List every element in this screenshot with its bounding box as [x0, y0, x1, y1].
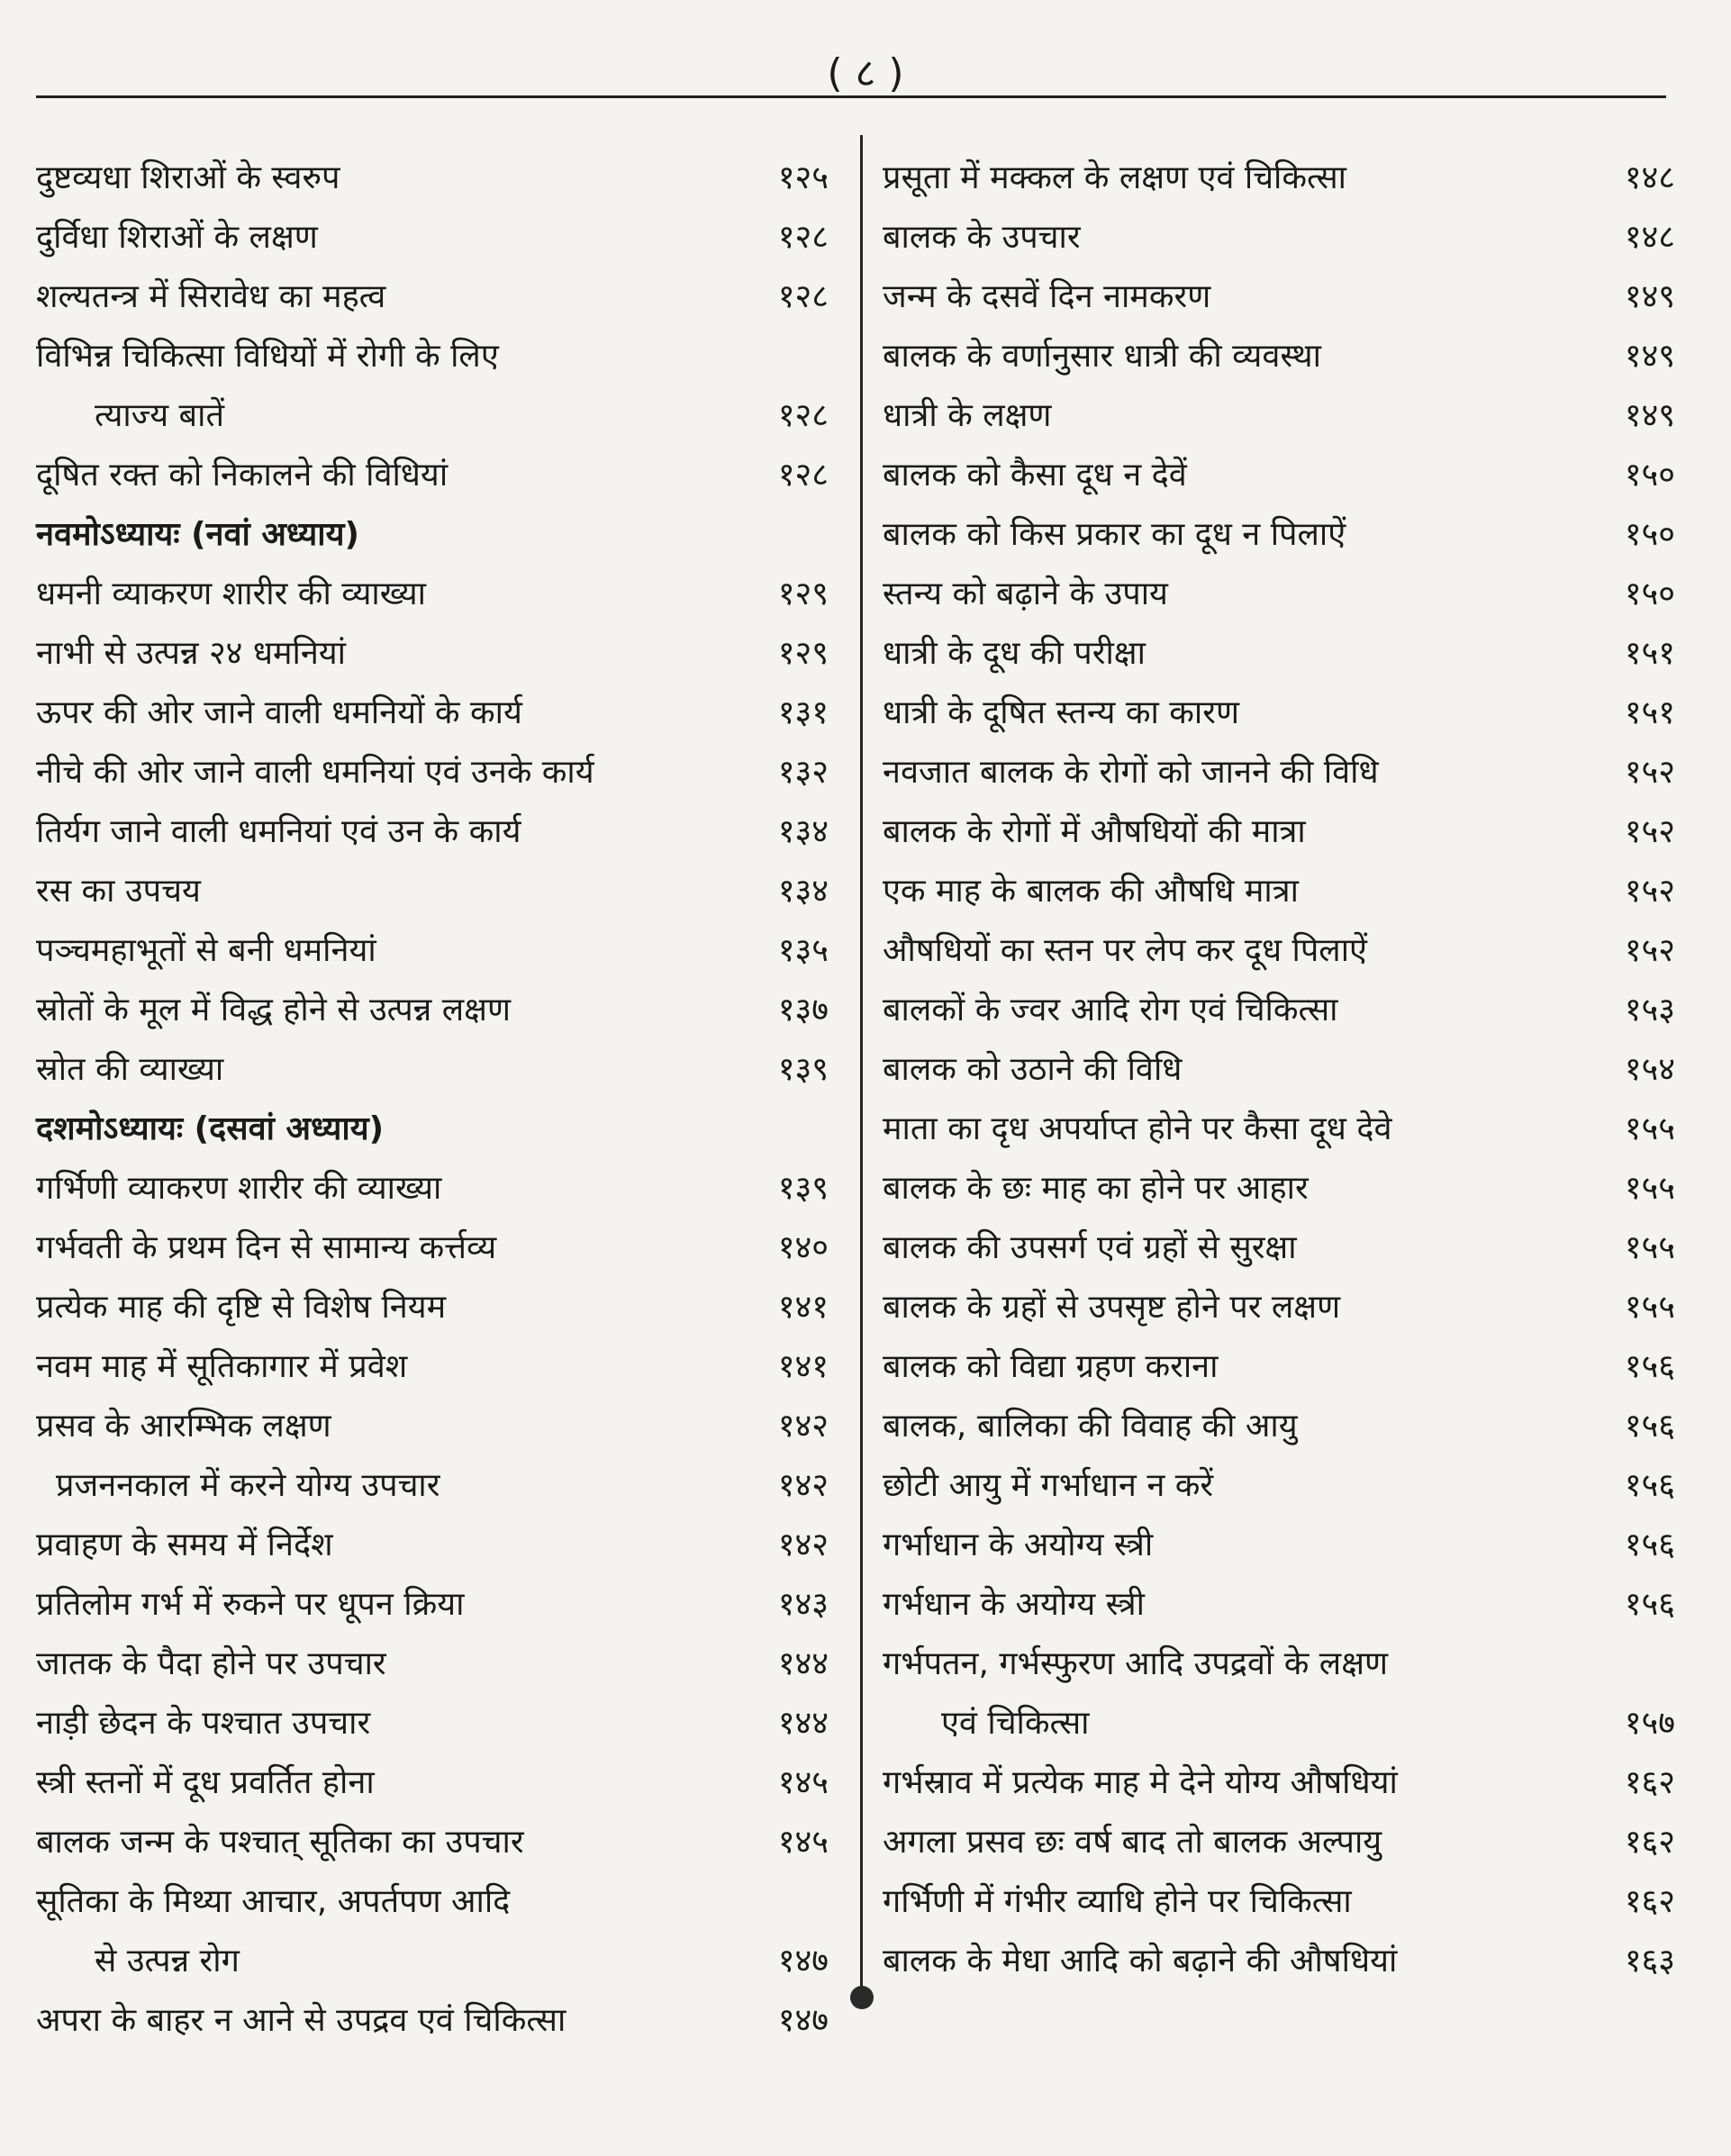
- entry-page-number: १५२: [1624, 754, 1675, 791]
- contents-entry: [883, 565, 1675, 624]
- entry-title-text: दशमोऽध्यायः (दसवां अध्याय): [36, 1110, 385, 1147]
- entry-title-text: दुर्विधा शिराओं के लक्षण: [36, 219, 318, 256]
- entry-page-number: १४२: [777, 1467, 829, 1504]
- entry-title: [883, 1932, 1675, 1991]
- entry-title: [36, 1159, 829, 1218]
- entry-title: [883, 743, 1675, 802]
- entry-title: [36, 1872, 829, 1991]
- entry-page-number: १४५: [777, 1764, 829, 1801]
- contents-entry: [883, 1932, 1675, 1991]
- contents-entry: [883, 1100, 1675, 1159]
- entry-title: [883, 267, 1675, 327]
- entry-title-text: नवमोऽध्यायः (नवां अध्याय): [36, 516, 359, 553]
- entry-title-text: स्त्री स्तनों में दूध प्रवर्तित होना: [36, 1764, 375, 1801]
- entry-title: [883, 1040, 1675, 1100]
- entry-title: [883, 981, 1675, 1040]
- entry-title: [36, 743, 829, 802]
- entry-page-number: १४४: [777, 1645, 829, 1682]
- entry-title: [883, 505, 1675, 565]
- entry-title-continuation: से उत्पन्न रोग: [95, 1943, 240, 1979]
- contents-entry: [36, 981, 829, 1040]
- contents-entry: [883, 386, 1675, 446]
- entry-title-text: बालकों के ज्वर आदि रोग एवं चिकित्सा: [883, 992, 1338, 1028]
- entry-page-number: १५५: [1624, 1229, 1675, 1266]
- entry-title: [883, 862, 1675, 921]
- entry-title-text: ऊपर की ओर जाने वाली धमनियों के कार्य: [36, 694, 522, 731]
- entry-title-text: एक माह के बालक की औषधि मात्रा: [883, 873, 1299, 910]
- contents-entry: [883, 1635, 1675, 1753]
- contents-entry: [883, 624, 1675, 684]
- entry-title: [883, 327, 1675, 386]
- contents-entry: [36, 1218, 829, 1278]
- entry-title: [36, 921, 829, 981]
- contents-entry: [36, 446, 829, 505]
- entry-page-number: १५५: [1624, 1289, 1675, 1326]
- entry-title: [36, 149, 829, 208]
- contents-entry: [883, 743, 1675, 802]
- column-divider: [860, 135, 863, 1990]
- entry-title-continuation: एवं चिकित्सा: [941, 1705, 1090, 1742]
- entry-page-number: १३९: [777, 1051, 829, 1088]
- entry-page-number: १२८: [777, 219, 829, 256]
- entry-title-text: अपरा के बाहर न आने से उपद्रव एवं चिकित्सा: [36, 2002, 566, 2039]
- entry-page-number: १३२: [777, 754, 829, 791]
- entry-title: [883, 149, 1675, 208]
- entry-title-text: दुष्टव्यधा शिराओं के स्वरुप: [36, 159, 340, 196]
- entry-page-number: १६२: [1624, 1764, 1675, 1801]
- contents-entry: [883, 505, 1675, 565]
- entry-title: [36, 1635, 829, 1694]
- entry-page-number: १५४: [1624, 1051, 1675, 1088]
- entry-page-number: १३७: [777, 992, 829, 1028]
- entry-page-number: १४१: [777, 1348, 829, 1385]
- entry-page-number: १४४: [777, 1705, 829, 1742]
- entry-page-number: १५०: [1624, 457, 1675, 494]
- contents-entry: [883, 1040, 1675, 1100]
- entry-title: [883, 1753, 1675, 1813]
- entry-page-number: १४०: [777, 1229, 829, 1266]
- entry-title: [883, 1872, 1675, 1932]
- entry-title-text: स्रोत की व्याख्या: [36, 1051, 224, 1088]
- entry-title: [36, 1516, 829, 1575]
- contents-right-column: [883, 149, 1675, 1991]
- entry-title: [36, 1337, 829, 1397]
- entry-title-text: गर्भपतन, गर्भस्फुरण आदि उपद्रवों के लक्षण: [883, 1645, 1389, 1682]
- entry-title: [883, 1159, 1675, 1218]
- footer-bullet: [850, 1986, 874, 2009]
- contents-entry: [36, 1575, 829, 1635]
- entry-title: [36, 1575, 829, 1635]
- entry-page-number: १२८: [777, 457, 829, 494]
- contents-entry: [36, 565, 829, 624]
- entry-page-number: १५२: [1624, 813, 1675, 850]
- contents-entry: [883, 267, 1675, 327]
- entry-title-text: धात्री के दूषित स्तन्य का कारण: [883, 694, 1240, 731]
- entry-page-number: १४२: [777, 1408, 829, 1445]
- entry-title-text: अगला प्रसव छः वर्ष बाद तो बालक अल्पायु: [883, 1824, 1382, 1861]
- entry-title: [883, 1100, 1675, 1159]
- entry-title: [883, 1575, 1675, 1635]
- entry-page-number: १५२: [1624, 932, 1675, 969]
- entry-page-number: १४३: [777, 1586, 829, 1623]
- entry-page-number: १५५: [1624, 1170, 1675, 1207]
- entry-title-text: नवम माह में सूतिकागार में प्रवेश: [36, 1348, 408, 1385]
- page-number: ( ८ ): [827, 50, 904, 96]
- contents-entry: [36, 1516, 829, 1575]
- entry-title-text: जन्म के दसवें दिन नामकरण: [883, 278, 1211, 315]
- contents-entry: [883, 208, 1675, 267]
- entry-title: [36, 1218, 829, 1278]
- entry-title: [36, 267, 829, 327]
- entry-title: [883, 1516, 1675, 1575]
- entry-title-text: गर्भवती के प्रथम दिन से सामान्य कर्त्तव्य: [36, 1229, 497, 1266]
- entry-page-number: १५६: [1624, 1526, 1675, 1563]
- contents-entry: [883, 1218, 1675, 1278]
- contents-entry: [883, 1813, 1675, 1872]
- entry-title: [36, 327, 829, 446]
- contents-entry: [36, 267, 829, 327]
- entry-title: [36, 862, 829, 921]
- entry-title-text: बालक को विद्या ग्रहण कराना: [883, 1348, 1219, 1385]
- entry-title-continuation: त्याज्य बातें: [95, 397, 224, 434]
- contents-entry: [36, 1694, 829, 1753]
- chapter-heading: [36, 1100, 829, 1159]
- entry-title: [883, 684, 1675, 743]
- entry-page-number: १२९: [777, 575, 829, 612]
- entry-page-number: १६२: [1624, 1883, 1675, 1920]
- contents-entry: [883, 1575, 1675, 1635]
- entry-title-text: धात्री के लक्षण: [883, 397, 1052, 434]
- entry-title-text: गर्भिणी में गंभीर व्याधि होने पर चिकित्सा: [883, 1883, 1352, 1920]
- entry-page-number: १५३: [1624, 992, 1675, 1028]
- entry-title: [883, 802, 1675, 862]
- entry-title: [36, 981, 829, 1040]
- entry-title: [883, 1337, 1675, 1397]
- entry-title: [36, 208, 829, 267]
- entry-title: [883, 921, 1675, 981]
- entry-title: [883, 1635, 1675, 1753]
- entry-page-number: १४१: [777, 1289, 829, 1326]
- entry-page-number: १५०: [1624, 516, 1675, 553]
- contents-entry: [36, 1159, 829, 1218]
- entry-title: [36, 505, 829, 565]
- contents-entry: [883, 1516, 1675, 1575]
- entry-title: [36, 446, 829, 505]
- contents-entry: [36, 1991, 829, 2051]
- entry-title-text: बालक के छः माह का होने पर आहार: [883, 1170, 1309, 1207]
- entry-page-number: १३४: [777, 873, 829, 910]
- entry-page-number: १५७: [1624, 1705, 1675, 1742]
- entry-title-text: गर्भिणी व्याकरण शारीर की व्याख्या: [36, 1170, 442, 1207]
- contents-entry: [883, 802, 1675, 862]
- entry-title: [36, 624, 829, 684]
- entry-title-text: नवजात बालक के रोगों को जानने की विधि: [883, 754, 1379, 791]
- entry-page-number: १४९: [1624, 338, 1675, 375]
- contents-entry: [883, 684, 1675, 743]
- entry-page-number: १३४: [777, 813, 829, 850]
- entry-page-number: १२९: [777, 635, 829, 672]
- entry-page-number: १४२: [777, 1526, 829, 1563]
- entry-page-number: १५०: [1624, 575, 1675, 612]
- entry-page-number: १२८: [777, 397, 829, 434]
- entry-title: [883, 386, 1675, 446]
- entry-page-number: १४८: [1624, 219, 1675, 256]
- contents-entry: [883, 1456, 1675, 1516]
- entry-title-text: स्तन्य को बढ़ाने के उपाय: [883, 575, 1168, 612]
- contents-entry: [883, 1872, 1675, 1932]
- entry-title-text: शल्यतन्त्र में सिरावेध का महत्व: [36, 278, 386, 315]
- entry-page-number: १२५: [777, 159, 829, 196]
- contents-entry: [883, 1278, 1675, 1337]
- entry-title-text: प्रसूता में मक्कल के लक्षण एवं चिकित्सा: [883, 159, 1346, 196]
- entry-title-text: बालक, बालिका की विवाह की आयु: [883, 1408, 1298, 1445]
- contents-entry: [36, 1278, 829, 1337]
- entry-title-text: बालक के मेधा आदि को बढ़ाने की औषधियां: [883, 1943, 1398, 1979]
- header-rule: [36, 95, 1666, 98]
- entry-title-text: बालक को कैसा दूध न देवें: [883, 457, 1187, 494]
- contents-entry: [883, 1397, 1675, 1456]
- entry-page-number: १४९: [1624, 397, 1675, 434]
- contents-entry: [36, 1872, 829, 1991]
- entry-title-text: दूषित रक्त को निकालने की विधियां: [36, 457, 449, 494]
- entry-page-number: १४८: [1624, 159, 1675, 196]
- entry-title-text: पञ्चमहाभूतों से बनी धमनियां: [36, 932, 376, 969]
- entry-title-text: नीचे की ओर जाने वाली धमनियां एवं उनके कार्य: [36, 754, 594, 791]
- entry-title: [36, 565, 829, 624]
- contents-entry: [36, 1040, 829, 1100]
- entry-page-number: १६३: [1624, 1943, 1675, 1979]
- entry-title-text: गर्भधान के अयोग्य स्त्री: [883, 1586, 1145, 1623]
- entry-title-text: बालक जन्म के पश्चात् सूतिका का उपचार: [36, 1824, 524, 1861]
- entry-title-text: प्रत्येक माह की दृष्टि से विशेष नियम: [36, 1289, 447, 1326]
- entry-title-text: नाड़ी छेदन के पश्चात उपचार: [36, 1705, 371, 1742]
- contents-entry: [36, 921, 829, 981]
- entry-title-text: बालक के ग्रहों से उपसृष्ट होने पर लक्षण: [883, 1289, 1341, 1326]
- contents-entry: [883, 446, 1675, 505]
- contents-entry: [36, 1397, 829, 1456]
- entry-title: [36, 802, 829, 862]
- entry-page-number: १५१: [1624, 694, 1675, 731]
- entry-title-text: बालक के उपचार: [883, 219, 1081, 256]
- entry-title-text: धात्री के दूध की परीक्षा: [883, 635, 1146, 672]
- contents-entry: [36, 684, 829, 743]
- entry-title-text: बालक की उपसर्ग एवं ग्रहों से सुरक्षा: [883, 1229, 1297, 1266]
- entry-title: [36, 1694, 829, 1753]
- entry-title: [36, 1278, 829, 1337]
- contents-entry: [36, 1753, 829, 1813]
- contents-entry: [36, 1337, 829, 1397]
- entry-page-number: १३५: [777, 932, 829, 969]
- contents-entry: [883, 981, 1675, 1040]
- entry-title-text: स्रोतों के मूल में विद्ध होने से उत्पन्न लक्षण: [36, 992, 511, 1028]
- entry-title: [883, 1456, 1675, 1516]
- contents-left-column: [36, 149, 829, 2051]
- entry-title: [36, 1040, 829, 1100]
- chapter-heading: [36, 505, 829, 565]
- entry-title-text: प्रजननकाल में करने योग्य उपचार: [56, 1467, 440, 1504]
- entry-page-number: १३९: [777, 1170, 829, 1207]
- entry-title-text: प्रवाहण के समय में निर्देश: [36, 1526, 333, 1563]
- entry-title-text: गर्भाधान के अयोग्य स्त्री: [883, 1526, 1154, 1563]
- contents-entry: [883, 921, 1675, 981]
- contents-entry: [883, 1159, 1675, 1218]
- entry-title: [883, 1218, 1675, 1278]
- entry-page-number: १५५: [1624, 1110, 1675, 1147]
- entry-title-text: प्रसव के आरम्भिक लक्षण: [36, 1408, 331, 1445]
- contents-entry: [883, 862, 1675, 921]
- contents-entry: [36, 1456, 829, 1516]
- entry-title-text: तिर्यग जाने वाली धमनियां एवं उन के कार्य: [36, 813, 521, 850]
- entry-page-number: १५६: [1624, 1586, 1675, 1623]
- entry-page-number: १४७: [777, 2002, 829, 2039]
- entry-title-text: माता का दृध अपर्याप्त होने पर कैसा दूध देवे: [883, 1110, 1392, 1147]
- entry-title: [36, 1991, 829, 2051]
- entry-title-text: बालक के रोगों में औषधियों की मात्रा: [883, 813, 1306, 850]
- entry-title: [883, 208, 1675, 267]
- entry-page-number: १५६: [1624, 1408, 1675, 1445]
- contents-entry: [36, 743, 829, 802]
- entry-page-number: १४७: [777, 1943, 829, 1979]
- entry-title: [36, 684, 829, 743]
- contents-entry: [36, 208, 829, 267]
- contents-entry: [883, 327, 1675, 386]
- entry-title: [36, 1456, 829, 1516]
- contents-entry: [36, 802, 829, 862]
- entry-page-number: १५६: [1624, 1348, 1675, 1385]
- entry-title: [883, 624, 1675, 684]
- entry-title-text: रस का उपचय: [36, 873, 201, 910]
- contents-entry: [883, 1337, 1675, 1397]
- entry-page-number: १५६: [1624, 1467, 1675, 1504]
- entry-title-text: सूतिका के मिथ्या आचार, अपर्तपण आदि: [36, 1883, 511, 1920]
- contents-entry: [36, 327, 829, 446]
- entry-title-text: जातक के पैदा होने पर उपचार: [36, 1645, 386, 1682]
- entry-title-text: गर्भस्राव में प्रत्येक माह मे देने योग्य औषधियां: [883, 1764, 1398, 1801]
- contents-entry: [36, 862, 829, 921]
- entry-title-text: औषधियों का स्तन पर लेप कर दूध पिलाऐं: [883, 932, 1367, 969]
- contents-entry: [36, 1635, 829, 1694]
- entry-title: [883, 565, 1675, 624]
- entry-title-text: बालक को उठाने की विधि: [883, 1051, 1183, 1088]
- entry-page-number: १५२: [1624, 873, 1675, 910]
- entry-page-number: १५१: [1624, 635, 1675, 672]
- entry-title: [36, 1813, 829, 1872]
- entry-page-number: १४९: [1624, 278, 1675, 315]
- entry-page-number: १६२: [1624, 1824, 1675, 1861]
- entry-title-text: धमनी व्याकरण शारीर की व्याख्या: [36, 575, 426, 612]
- entry-title-text: विभिन्न चिकित्सा विधियों में रोगी के लिए: [36, 338, 499, 375]
- entry-page-number: १२८: [777, 278, 829, 315]
- contents-entry: [36, 1813, 829, 1872]
- entry-title: [36, 1397, 829, 1456]
- entry-title: [36, 1100, 829, 1159]
- entry-title-text: बालक को किस प्रकार का दूध न पिलाऐं: [883, 516, 1346, 553]
- entry-page-number: १३१: [777, 694, 829, 731]
- entry-title: [883, 1813, 1675, 1872]
- entry-title-text: नाभी से उत्पन्न २४ धमनियां: [36, 635, 346, 672]
- entry-title: [883, 1397, 1675, 1456]
- entry-title-text: छोटी आयु में गर्भाधान न करें: [883, 1467, 1214, 1504]
- entry-title: [883, 1278, 1675, 1337]
- entry-page-number: १४५: [777, 1824, 829, 1861]
- entry-title-text: प्रतिलोम गर्भ में रुकने पर धूपन क्रिया: [36, 1586, 465, 1623]
- entry-title: [883, 446, 1675, 505]
- contents-entry: [883, 1753, 1675, 1813]
- entry-title: [36, 1753, 829, 1813]
- entry-title-text: बालक के वर्णानुसार धात्री की व्यवस्था: [883, 338, 1321, 375]
- contents-entry: [36, 624, 829, 684]
- contents-entry: [883, 149, 1675, 208]
- contents-entry: [36, 149, 829, 208]
